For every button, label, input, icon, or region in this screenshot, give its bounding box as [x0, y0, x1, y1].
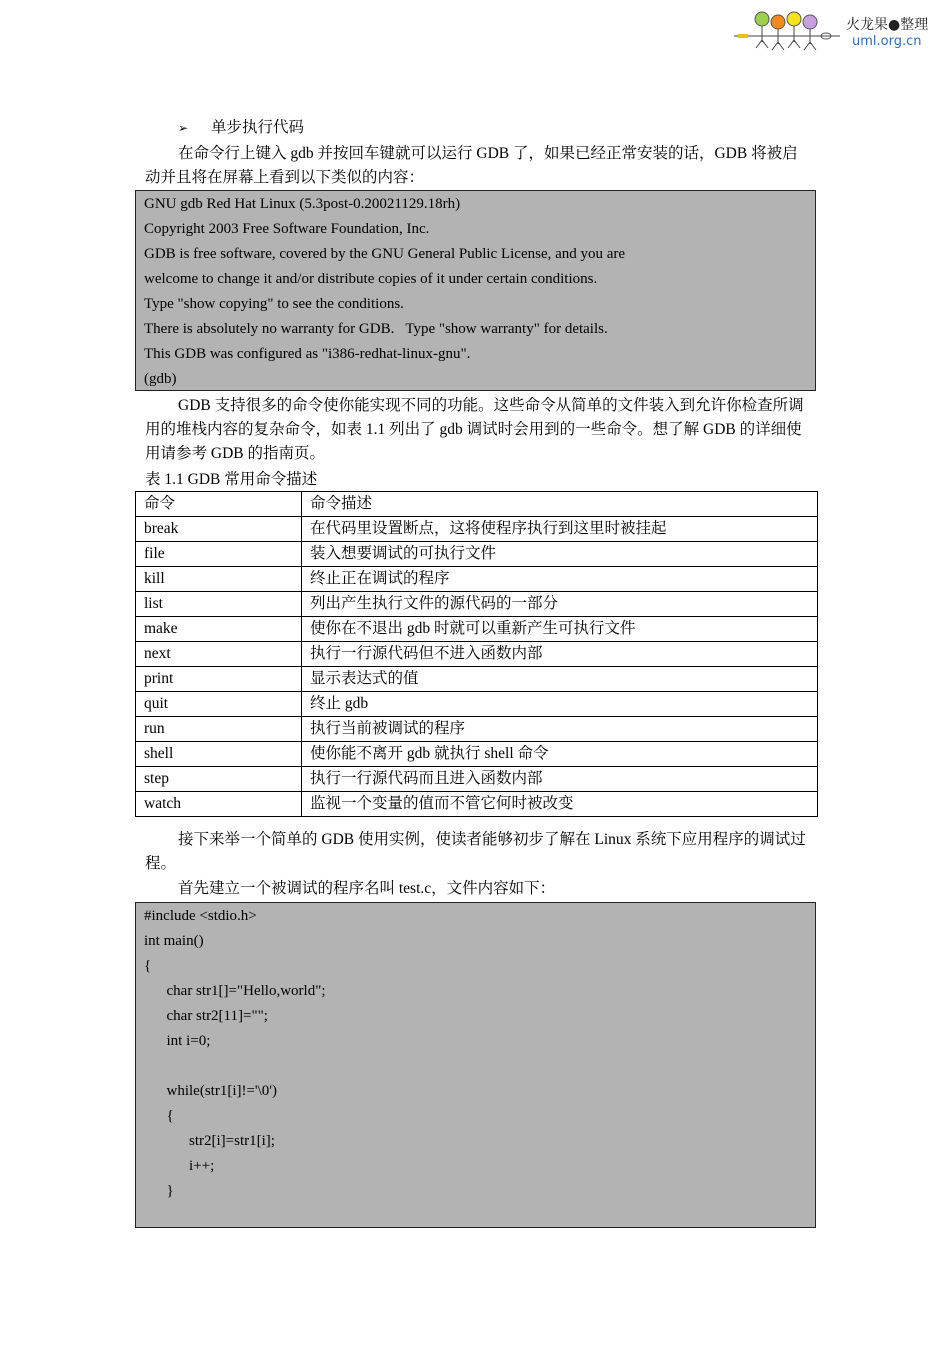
paragraph-testc: 首先建立一个被调试的程序名叫 test.c，文件内容如下：	[178, 880, 556, 897]
code-line: {	[144, 958, 152, 974]
table-row	[136, 542, 818, 567]
table-row	[136, 667, 818, 692]
table-row	[136, 517, 818, 542]
table-row	[136, 642, 818, 667]
command-name: kill	[136, 567, 302, 592]
section-heading-text: 单步执行代码	[211, 119, 305, 136]
command-description: 装入想要调试的可执行文件	[302, 542, 818, 567]
table-row	[136, 617, 818, 642]
command-name: step	[136, 767, 302, 792]
header-description: 命令描述	[302, 492, 818, 517]
table-row	[136, 767, 818, 792]
command-name: quit	[136, 692, 302, 717]
command-name: shell	[136, 742, 302, 767]
logo-url: uml.org.cn	[852, 34, 922, 49]
table-row	[136, 567, 818, 592]
command-description: 执行当前被调试的程序	[302, 717, 818, 742]
table-row	[136, 717, 818, 742]
code-line: #include <stdio.h>	[144, 908, 257, 924]
command-description: 执行一行源代码但不进入函数内部	[302, 642, 818, 667]
code-line: }	[144, 1183, 174, 1199]
gdb-output-line: This GDB was configured as "i386-redhat-linux-gnu".	[144, 346, 471, 362]
command-description: 在代码里设置断点，这将使程序执行到这里时被挂起	[302, 517, 818, 542]
command-name: watch	[136, 792, 302, 817]
command-name: list	[136, 592, 302, 617]
command-name: break	[136, 517, 302, 542]
logo	[728, 6, 948, 52]
code-line: char str2[11]="";	[144, 1008, 268, 1024]
command-description: 终止正在调试的程序	[302, 567, 818, 592]
command-name: make	[136, 617, 302, 642]
command-table	[135, 491, 818, 817]
gdb-output-line: Copyright 2003 Free Software Foundation, Inc.	[144, 221, 430, 237]
command-description: 使你在不退出 gdb 时就可以重新产生可执行文件	[302, 617, 818, 642]
logo-name: 火龙果●整理	[846, 17, 929, 33]
intro-paragraph: 在命令行上键入 gdb 并按回车键就可以运行 GDB 了，如果已经正常安装的话，GDB 将被启动并且将在屏幕上看到以下类似的内容：	[145, 145, 798, 186]
bullet-arrow-icon: ➢	[178, 121, 189, 135]
command-name: next	[136, 642, 302, 667]
table-row	[136, 742, 818, 767]
logo-figures-icon	[728, 6, 846, 52]
code-line: i++;	[144, 1158, 215, 1174]
code-line: while(str1[i]!='\0')	[144, 1083, 278, 1099]
code-line: int i=0;	[144, 1033, 211, 1049]
gdb-output-line: There is absolutely no warranty for GDB. Type "show warranty" for details.	[144, 321, 608, 337]
table-row	[136, 792, 818, 817]
gdb-output-line: welcome to change it and/or distribute copies of it under certain conditions.	[144, 271, 598, 287]
command-description: 执行一行源代码而且进入函数内部	[302, 767, 818, 792]
command-description: 显示表达式的值	[302, 667, 818, 692]
code-line	[136, 1054, 815, 1079]
gdb-output-line: GNU gdb Red Hat Linux (5.3post-0.20021129.18rh)	[144, 196, 461, 212]
command-name: run	[136, 717, 302, 742]
code-line: int main()	[144, 933, 204, 949]
paragraph-example: 接下来举一个简单的 GDB 使用实例，使读者能够初步了解在 Linux 系统下应用程序的调试过程。	[145, 831, 806, 872]
table-row	[136, 692, 818, 717]
gdb-output-box	[135, 190, 816, 391]
code-line	[136, 1204, 815, 1229]
code-line: str2[i]=str1[i];	[144, 1133, 275, 1149]
command-name: file	[136, 542, 302, 567]
command-description: 终止 gdb	[302, 692, 818, 717]
gdb-output-line: GDB is free software, covered by the GNU General Public License, and you are	[144, 246, 626, 262]
section-heading	[178, 116, 304, 140]
command-name: print	[136, 667, 302, 692]
command-description: 监视一个变量的值而不管它何时被改变	[302, 792, 818, 817]
table-caption: 表 1.1 GDB 常用命令描述	[145, 471, 318, 488]
code-line: char str1[]="Hello,world";	[144, 983, 326, 999]
header-command: 命令	[136, 492, 302, 517]
paragraph-gdb-commands: GDB 支持很多的命令使你能实现不同的功能。这些命令从简单的文件装入到允许你检查所调用的堆栈内容的复杂命令，如表 1.1 列出了 gdb 调试时会用到的一些命令。想了解 GDB 的详细使用请参考 GDB 的指南页。	[145, 397, 804, 462]
command-description: 使你能不离开 gdb 就执行 shell 命令	[302, 742, 818, 767]
table-row	[136, 592, 818, 617]
code-line: {	[144, 1108, 174, 1124]
table-header-row	[136, 492, 818, 517]
command-description: 列出产生执行文件的源代码的一部分	[302, 592, 818, 617]
gdb-output-line: (gdb)	[144, 371, 177, 387]
gdb-output-line: Type "show copying" to see the conditions.	[144, 296, 404, 312]
code-listing-box	[135, 902, 816, 1228]
